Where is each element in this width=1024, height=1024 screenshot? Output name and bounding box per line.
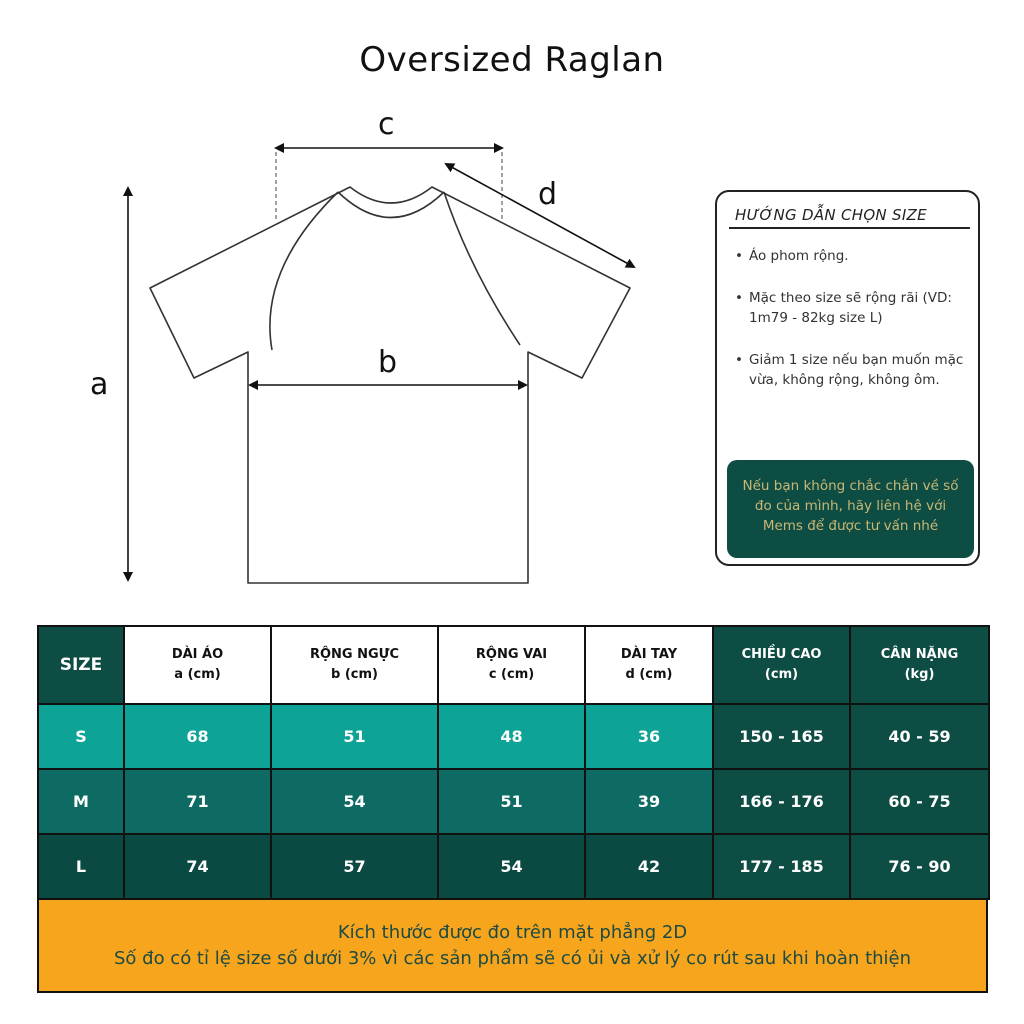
header-sleeve: DÀI TAY d (cm) (585, 626, 713, 704)
size-table (37, 625, 990, 900)
guide-divider (729, 227, 970, 229)
cell-shoulder: 54 (438, 834, 585, 899)
cell-size: L (38, 834, 124, 899)
note-line-1: Kích thước được đo trên mặt phẳng 2D (337, 922, 688, 943)
guide-title: HƯỚNG DẪN CHỌN SIZE (735, 206, 927, 224)
note-line-2: Số đo có tỉ lệ size số dưới 3% vì các sản phẩm sẽ có ủi và xử lý co rút sau khi hoàn thiện (113, 948, 912, 969)
cell-weight: 76 - 90 (850, 834, 989, 899)
cell-size: M (38, 769, 124, 834)
guide-item: • Giảm 1 size nếu bạn muốn mặc vừa, không rộng, không ôm. (735, 350, 975, 390)
measurement-note (37, 898, 988, 993)
header-length: DÀI ÁO a (cm) (124, 626, 271, 704)
table-row (38, 704, 989, 769)
table-header-row (38, 626, 989, 704)
table-row (38, 834, 989, 899)
cell-size: S (38, 704, 124, 769)
header-shoulder: RỘNG VAI c (cm) (438, 626, 585, 704)
cell-height: 166 - 176 (713, 769, 850, 834)
cell-length: 71 (124, 769, 271, 834)
cell-chest: 57 (271, 834, 438, 899)
cell-height: 150 - 165 (713, 704, 850, 769)
header-height: CHIỀU CAO (cm) (713, 626, 850, 704)
label-a: a (90, 367, 109, 402)
raglan-seam-right (444, 192, 520, 345)
tshirt-diagram (0, 0, 700, 600)
cell-chest: 54 (271, 769, 438, 834)
table-row (38, 769, 989, 834)
guide-list (735, 246, 975, 412)
cell-sleeve: 36 (585, 704, 713, 769)
cell-height: 177 - 185 (713, 834, 850, 899)
cell-chest: 51 (271, 704, 438, 769)
header-weight: CÂN NẶNG (kg) (850, 626, 989, 704)
page-title: Oversized Raglan (359, 40, 665, 80)
cell-shoulder: 48 (438, 704, 585, 769)
header-size: SIZE (38, 626, 124, 704)
label-b: b (378, 345, 398, 380)
cell-shoulder: 51 (438, 769, 585, 834)
raglan-seam-left (270, 192, 338, 350)
cell-length: 68 (124, 704, 271, 769)
size-guide-box (715, 190, 980, 566)
cell-weight: 60 - 75 (850, 769, 989, 834)
header-chest: RỘNG NGỰC b (cm) (271, 626, 438, 704)
guide-contact-note: Nếu bạn không chắc chắn về số đo của mình, hãy liên hệ với Mems để được tư vấn nhé (727, 460, 974, 558)
cell-sleeve: 39 (585, 769, 713, 834)
label-d: d (538, 177, 558, 212)
cell-length: 74 (124, 834, 271, 899)
guide-item: • Áo phom rộng. (735, 246, 975, 266)
guide-item: • Mặc theo size sẽ rộng rãi (VD: 1m79 - 82kg size L) (735, 288, 975, 328)
cell-sleeve: 42 (585, 834, 713, 899)
tshirt-collar (338, 192, 444, 218)
label-c: c (378, 107, 395, 142)
cell-weight: 40 - 59 (850, 704, 989, 769)
